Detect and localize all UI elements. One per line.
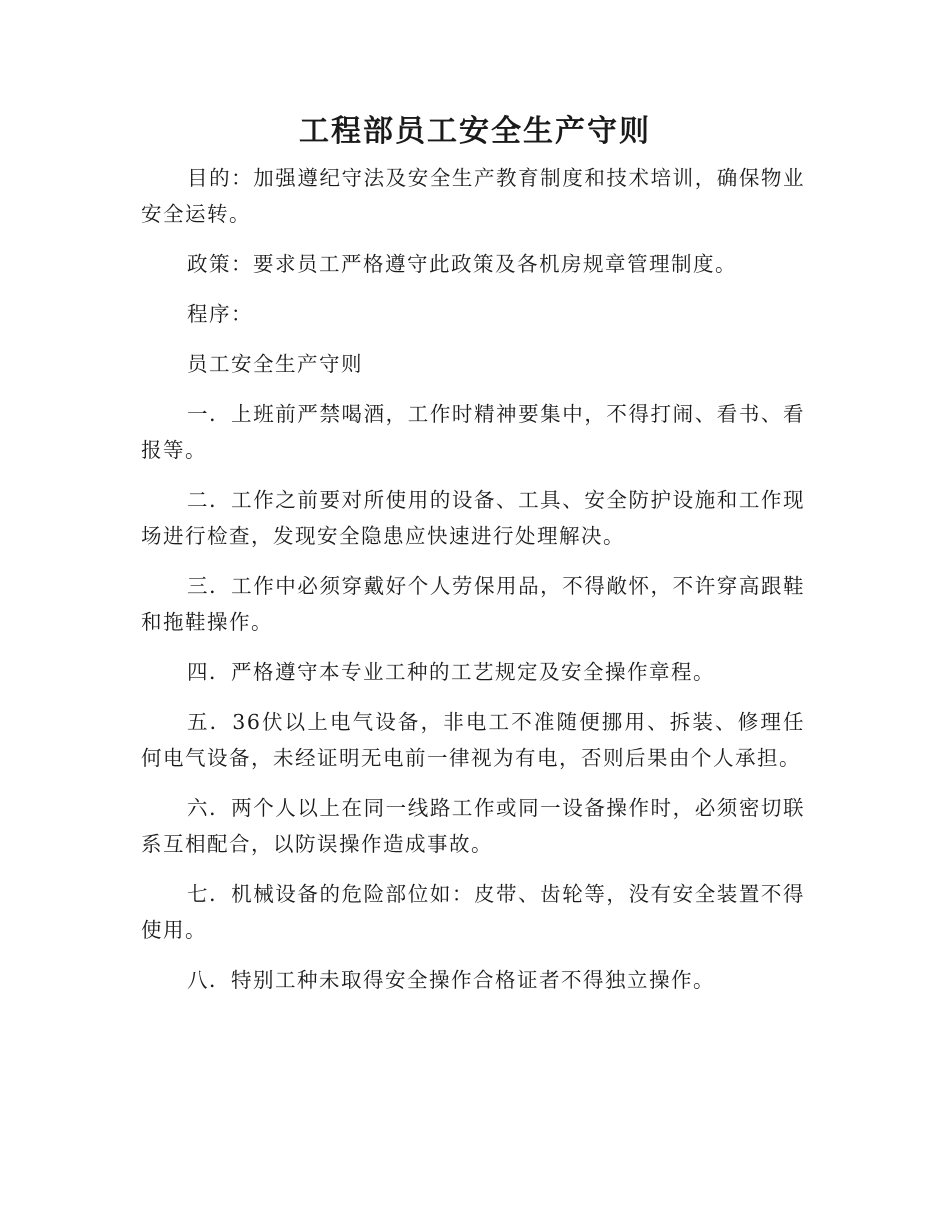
paragraph-policy: 政策：要求员工严格遵守此政策及各机房规章管理制度。 [187,252,737,276]
paragraph-rule-8: 八．特别工种未取得安全操作合格证者不得独立操作。 [187,968,715,992]
document-body [141,160,805,1012]
paragraph-procedure: 程序： [187,302,253,326]
paragraph-rule-1: 一．上班前严禁喝酒，工作时精神要集中，不得打闹、看书、看报等。 [141,402,805,462]
paragraph-rule-4: 四．严格遵守本专业工种的工艺规定及安全操作章程。 [187,660,715,684]
paragraph-rule-5: 五．36伏以上电气设备，非电工不准随便挪用、拆装、修理任何电气设备，未经证明无电前一律视为有电，否则后果由个人承担。 [141,710,805,770]
paragraph-purpose: 目的：加强遵纪守法及安全生产教育制度和技术培训，确保物业安全运转。 [141,166,805,226]
paragraph-rule-6: 六．两个人以上在同一线路工作或同一设备操作时，必须密切联系互相配合，以防误操作造成事故。 [141,796,805,856]
paragraph-section-heading: 员工安全生产守则 [187,352,363,376]
paragraph-rule-7: 七．机械设备的危险部位如：皮带、齿轮等，没有安全装置不得使用。 [141,882,805,942]
paragraph-rule-2: 二．工作之前要对所使用的设备、工具、安全防护设施和工作现场进行检查，发现安全隐患应快速进行处理解决。 [141,488,805,548]
paragraph-rule-3: 三．工作中必须穿戴好个人劳保用品，不得敞怀，不许穿高跟鞋和拖鞋操作。 [141,574,805,634]
document-title: 工程部员工安全生产守则 [299,114,651,149]
